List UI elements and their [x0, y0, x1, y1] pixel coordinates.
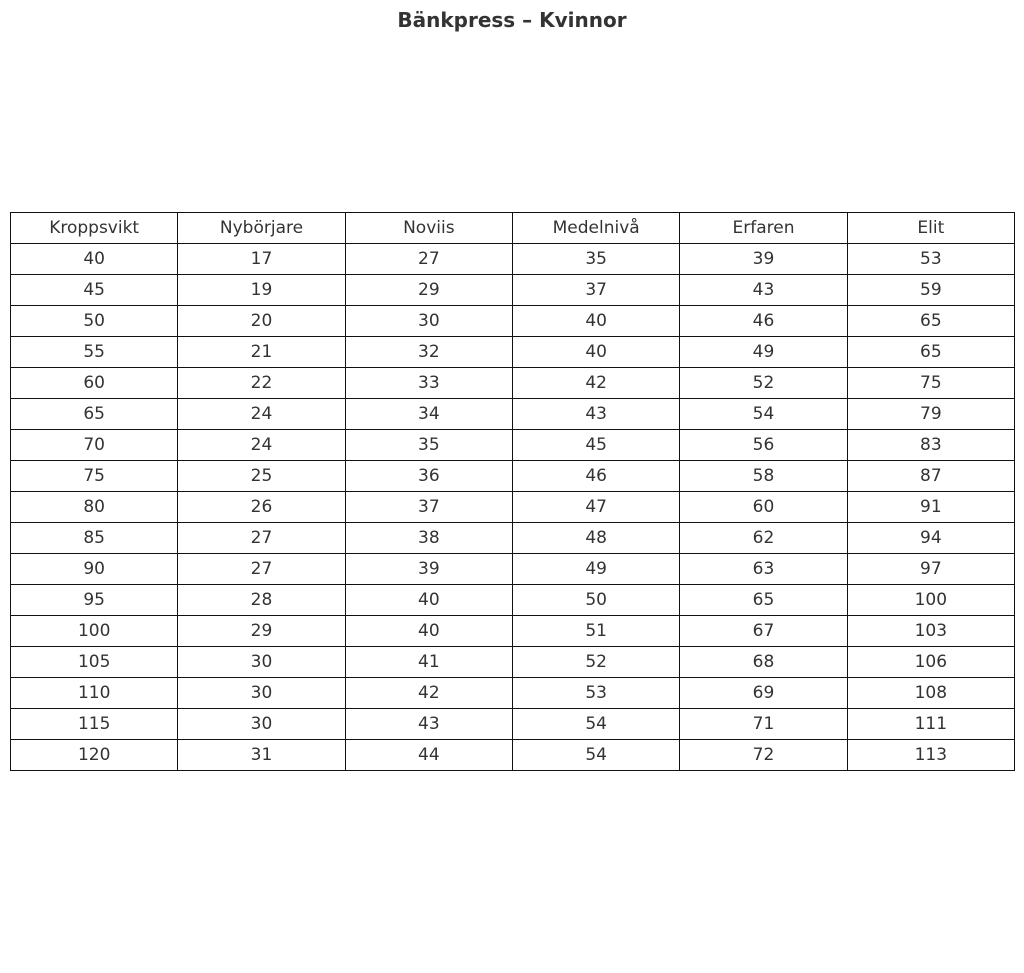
table-cell: 27	[345, 244, 512, 275]
table-cell: 100	[11, 616, 178, 647]
table-cell: 83	[847, 430, 1014, 461]
column-header: Nybörjare	[178, 213, 345, 244]
table-cell: 100	[847, 585, 1014, 616]
table-cell: 33	[345, 368, 512, 399]
header-row	[11, 213, 1015, 244]
table-cell: 54	[512, 709, 679, 740]
table-cell: 75	[11, 461, 178, 492]
table-cell: 52	[680, 368, 847, 399]
table-cell: 25	[178, 461, 345, 492]
table-cell: 37	[345, 492, 512, 523]
table-cell: 113	[847, 740, 1014, 771]
table-cell: 24	[178, 399, 345, 430]
table-cell: 71	[680, 709, 847, 740]
table-cell: 42	[345, 678, 512, 709]
table-row	[11, 461, 1015, 492]
table-cell: 29	[178, 616, 345, 647]
table-cell: 36	[345, 461, 512, 492]
column-header: Kroppsvikt	[11, 213, 178, 244]
table-cell: 39	[345, 554, 512, 585]
table-cell: 59	[847, 275, 1014, 306]
data-table-container	[10, 212, 1015, 771]
table-row	[11, 430, 1015, 461]
table-cell: 72	[680, 740, 847, 771]
table-cell: 35	[345, 430, 512, 461]
table-cell: 60	[11, 368, 178, 399]
table-cell: 34	[345, 399, 512, 430]
data-table	[10, 212, 1015, 771]
table-cell: 31	[178, 740, 345, 771]
table-cell: 30	[178, 709, 345, 740]
table-cell: 97	[847, 554, 1014, 585]
table-cell: 50	[11, 306, 178, 337]
table-cell: 67	[680, 616, 847, 647]
table-cell: 49	[512, 554, 679, 585]
table-cell: 53	[847, 244, 1014, 275]
table-cell: 30	[345, 306, 512, 337]
table-cell: 108	[847, 678, 1014, 709]
table-cell: 105	[11, 647, 178, 678]
table-cell: 26	[178, 492, 345, 523]
table-cell: 17	[178, 244, 345, 275]
table-cell: 43	[512, 399, 679, 430]
table-cell: 87	[847, 461, 1014, 492]
table-cell: 43	[345, 709, 512, 740]
table-cell: 54	[512, 740, 679, 771]
table-cell: 65	[847, 337, 1014, 368]
table-cell: 41	[345, 647, 512, 678]
table-row	[11, 275, 1015, 306]
table-cell: 19	[178, 275, 345, 306]
table-cell: 40	[11, 244, 178, 275]
table-cell: 40	[345, 616, 512, 647]
table-row	[11, 337, 1015, 368]
table-row	[11, 244, 1015, 275]
table-cell: 43	[680, 275, 847, 306]
table-cell: 51	[512, 616, 679, 647]
table-cell: 22	[178, 368, 345, 399]
table-cell: 65	[680, 585, 847, 616]
table-cell: 58	[680, 461, 847, 492]
table-row	[11, 616, 1015, 647]
table-row	[11, 399, 1015, 430]
table-cell: 30	[178, 678, 345, 709]
table-cell: 63	[680, 554, 847, 585]
table-cell: 120	[11, 740, 178, 771]
table-cell: 53	[512, 678, 679, 709]
table-row	[11, 709, 1015, 740]
table-cell: 55	[11, 337, 178, 368]
table-row	[11, 523, 1015, 554]
table-cell: 103	[847, 616, 1014, 647]
table-cell: 20	[178, 306, 345, 337]
table-row	[11, 368, 1015, 399]
table-header	[11, 213, 1015, 244]
table-cell: 56	[680, 430, 847, 461]
table-cell: 80	[11, 492, 178, 523]
table-cell: 45	[512, 430, 679, 461]
table-row	[11, 492, 1015, 523]
chart-title: Bänkpress – Kvinnor	[397, 8, 627, 32]
table-cell: 91	[847, 492, 1014, 523]
table-cell: 65	[847, 306, 1014, 337]
table-cell: 38	[345, 523, 512, 554]
table-cell: 40	[512, 306, 679, 337]
table-cell: 68	[680, 647, 847, 678]
table-cell: 48	[512, 523, 679, 554]
table-row	[11, 678, 1015, 709]
table-cell: 106	[847, 647, 1014, 678]
table-cell: 75	[847, 368, 1014, 399]
table-cell: 45	[11, 275, 178, 306]
table-cell: 49	[680, 337, 847, 368]
column-header: Noviis	[345, 213, 512, 244]
table-cell: 70	[11, 430, 178, 461]
table-cell: 27	[178, 554, 345, 585]
table-cell: 28	[178, 585, 345, 616]
table-cell: 52	[512, 647, 679, 678]
table-cell: 111	[847, 709, 1014, 740]
table-row	[11, 554, 1015, 585]
table-row	[11, 647, 1015, 678]
table-cell: 65	[11, 399, 178, 430]
table-cell: 35	[512, 244, 679, 275]
column-header: Elit	[847, 213, 1014, 244]
table-cell: 50	[512, 585, 679, 616]
table-cell: 46	[680, 306, 847, 337]
table-cell: 37	[512, 275, 679, 306]
table-cell: 40	[512, 337, 679, 368]
table-cell: 39	[680, 244, 847, 275]
table-cell: 95	[11, 585, 178, 616]
table-body	[11, 244, 1015, 771]
table-cell: 44	[345, 740, 512, 771]
table-cell: 69	[680, 678, 847, 709]
table-cell: 30	[178, 647, 345, 678]
table-cell: 85	[11, 523, 178, 554]
table-row	[11, 306, 1015, 337]
table-cell: 24	[178, 430, 345, 461]
table-cell: 90	[11, 554, 178, 585]
table-cell: 47	[512, 492, 679, 523]
table-cell: 29	[345, 275, 512, 306]
table-cell: 27	[178, 523, 345, 554]
column-header: Medelnivå	[512, 213, 679, 244]
table-cell: 46	[512, 461, 679, 492]
table-cell: 110	[11, 678, 178, 709]
table-cell: 42	[512, 368, 679, 399]
table-row	[11, 740, 1015, 771]
column-header: Erfaren	[680, 213, 847, 244]
table-cell: 40	[345, 585, 512, 616]
table-row	[11, 585, 1015, 616]
table-cell: 94	[847, 523, 1014, 554]
table-cell: 60	[680, 492, 847, 523]
table-cell: 54	[680, 399, 847, 430]
table-cell: 79	[847, 399, 1014, 430]
table-cell: 115	[11, 709, 178, 740]
table-cell: 21	[178, 337, 345, 368]
table-cell: 62	[680, 523, 847, 554]
table-cell: 32	[345, 337, 512, 368]
